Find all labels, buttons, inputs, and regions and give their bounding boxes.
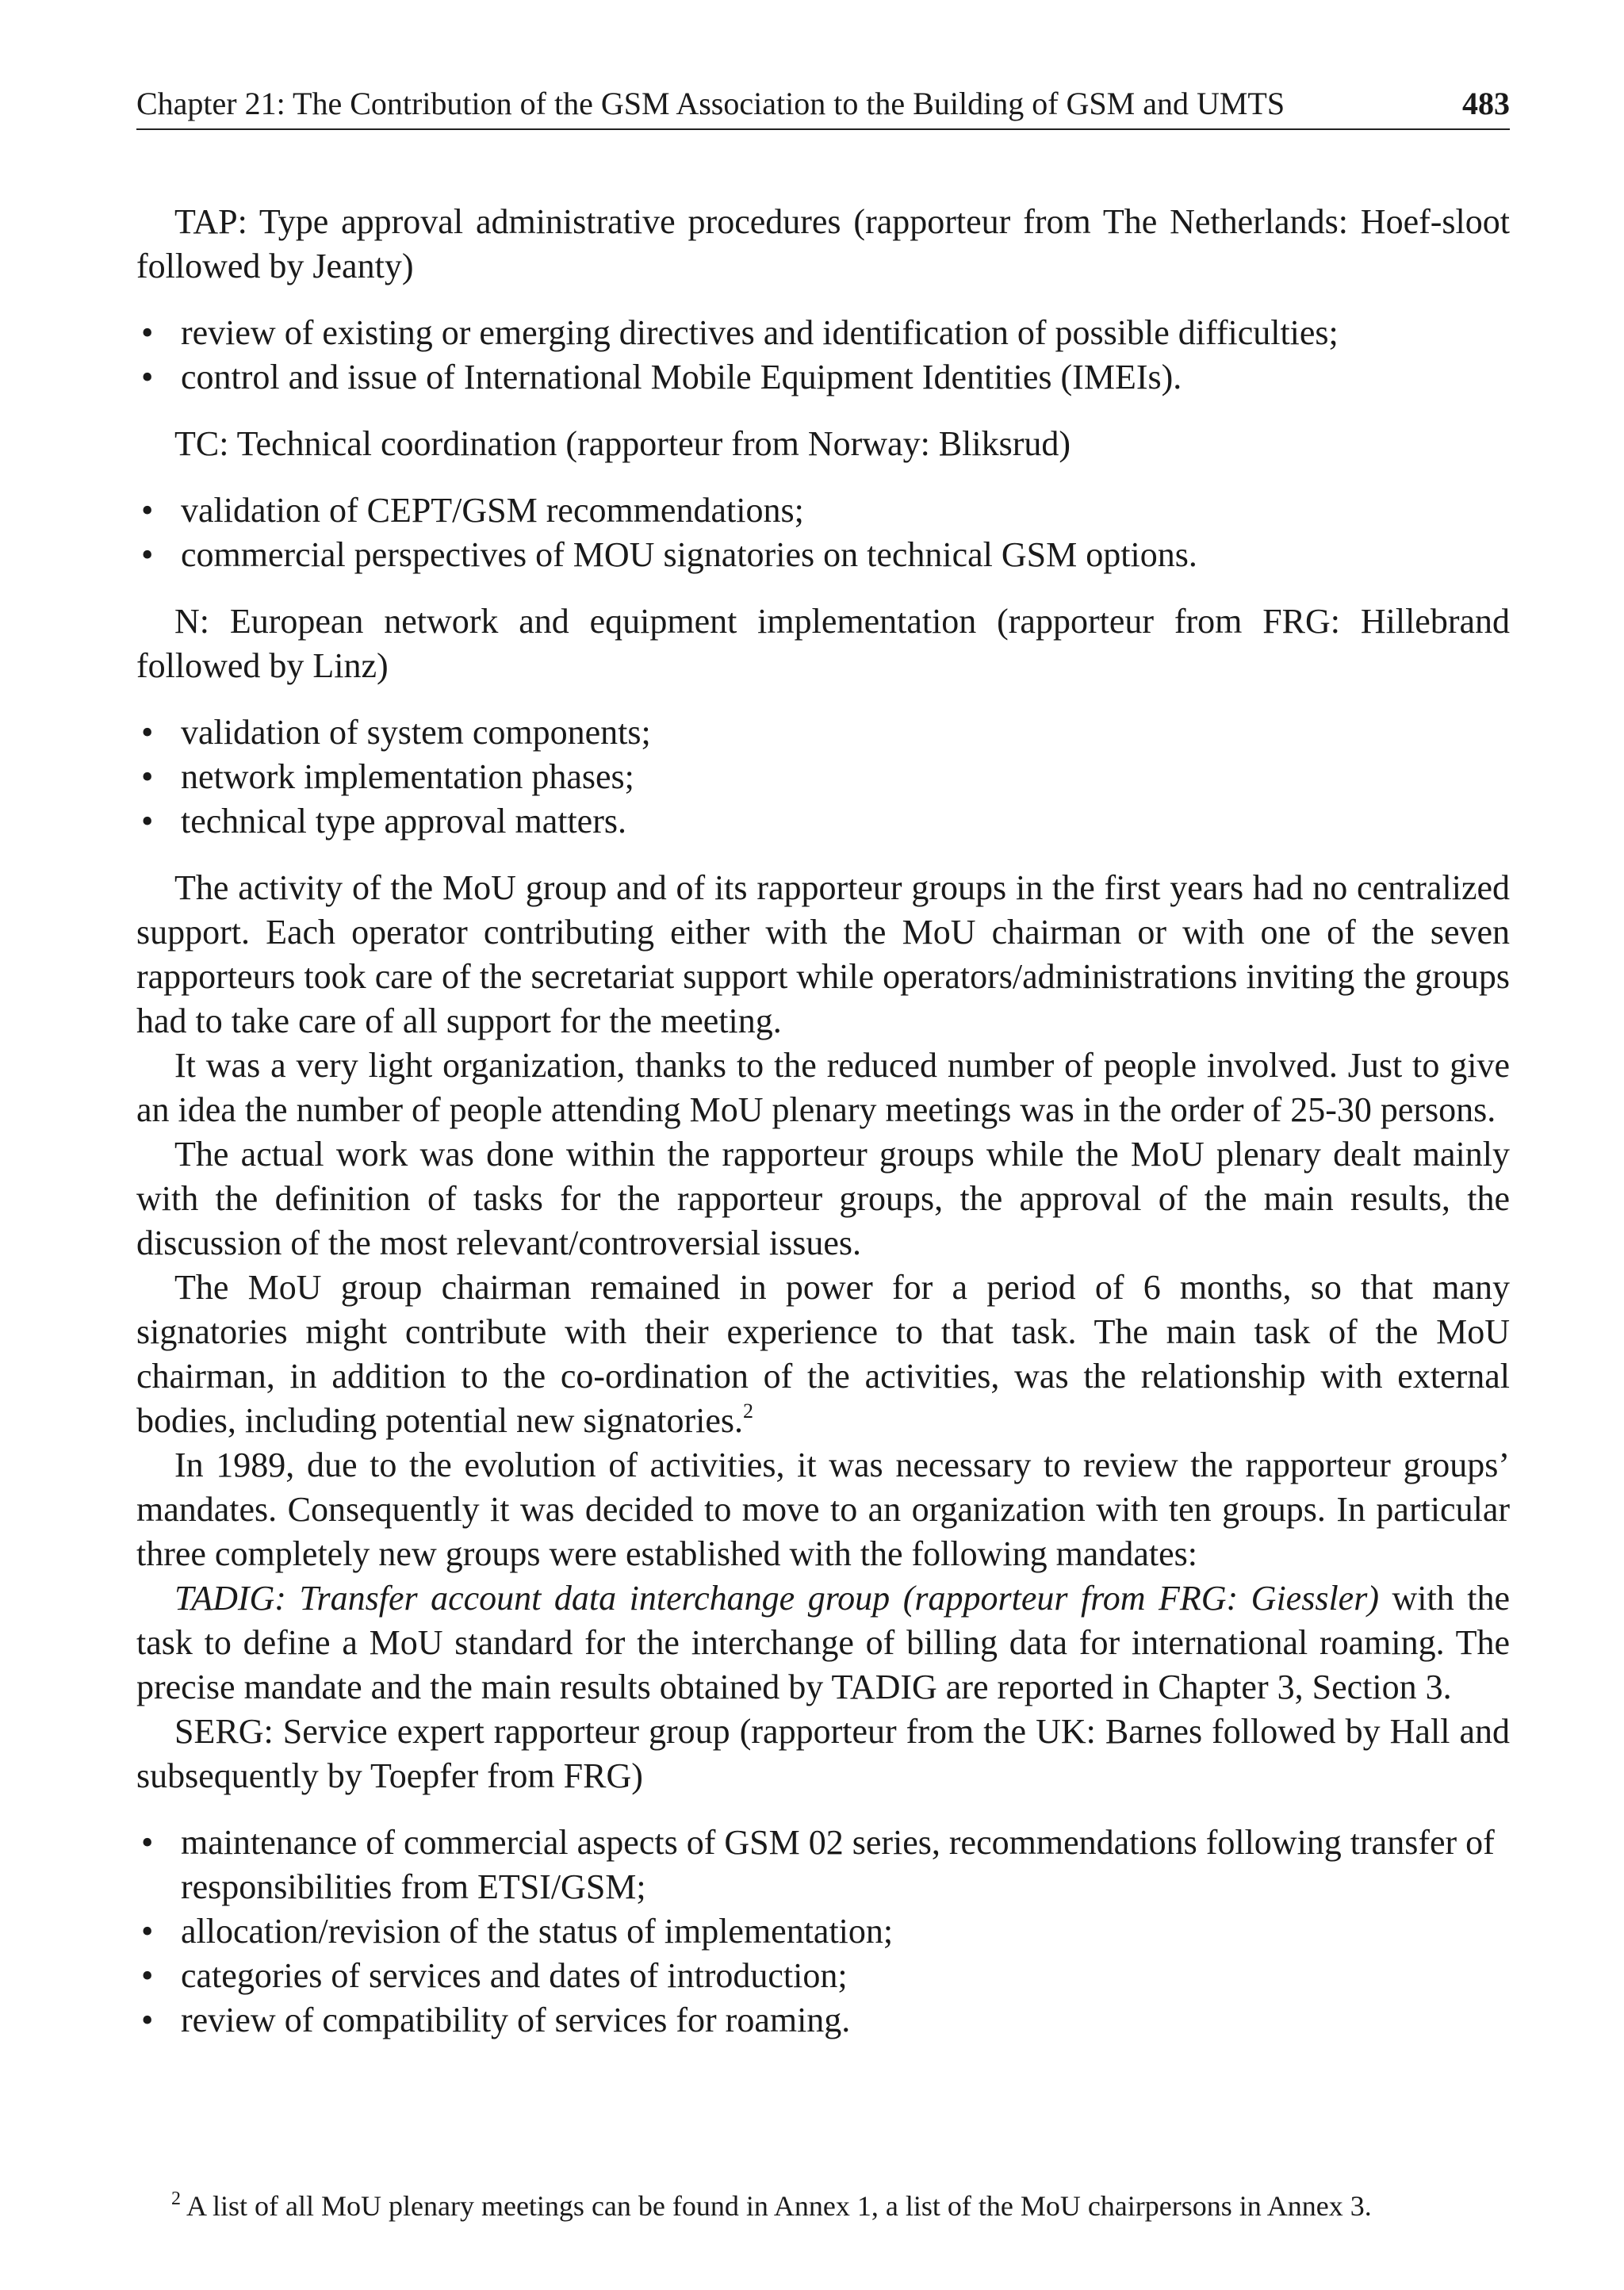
- bullet-icon: •: [141, 535, 154, 574]
- list-item: • categories of services and dates of introduction;: [136, 1954, 1510, 1998]
- list-item: • validation of CEPT/GSM recommendations;: [136, 488, 1510, 533]
- running-title: Chapter 21: The Contribution of the GSM Association to the Building of GSM and UMTS: [136, 86, 1285, 121]
- paragraph-light-organization: It was a very light organization, thanks to the reduced number of people involved. Just to give an idea the number of people attending MoU plenary meetings was in the order of 25-30 persons.: [136, 1046, 1510, 1129]
- list-item: • network implementation phases;: [136, 755, 1510, 799]
- list-item: • technical type approval matters.: [136, 799, 1510, 844]
- footnote-reference: 2: [742, 1400, 753, 1423]
- footnote-marker: 2: [171, 2189, 181, 2209]
- footnote: [136, 2189, 1510, 2223]
- tadig-title: TADIG: Transfer account data interchange group (rapporteur from FRG: Giessler): [174, 1579, 1379, 1618]
- bullet-icon: •: [141, 1912, 154, 1951]
- bullet-icon: •: [141, 1823, 154, 1862]
- bullet-icon: •: [141, 313, 154, 352]
- n-list: [136, 710, 1510, 844]
- bullet-icon: •: [141, 802, 154, 841]
- tc-list: [136, 488, 1510, 577]
- paragraph-1989: In 1989, due to the evolution of activities, it was necessary to review the rapporteur groups’ mandates. Consequently it was decided to move to an organization with ten groups. In particular three completely new groups were established with the following mandates:: [136, 1446, 1510, 1573]
- tc-heading: TC: Technical coordination (rapporteur from Norway: Bliksrud): [174, 424, 1071, 463]
- list-item: • review of existing or emerging directives and identification of possible difficulties;: [136, 311, 1510, 355]
- bullet-icon: •: [141, 491, 154, 530]
- footnote-text: A list of all MoU plenary meetings can be found in Annex 1, a list of the MoU chairpersons in Annex 3.: [186, 2190, 1372, 2222]
- bullet-icon: •: [141, 2001, 154, 2039]
- running-header: [136, 79, 1510, 130]
- paragraph-actual-work: The actual work was done within the rapporteur groups while the MoU plenary dealt mainly with the definition of tasks for the rapporteur groups, the approval of the main results, the discussion of the most relevant/controversial issues.: [136, 1135, 1510, 1262]
- bullet-icon: •: [141, 757, 154, 796]
- bullet-icon: •: [141, 713, 154, 752]
- paragraph-chairman: The MoU group chairman remained in power for a period of 6 months, so that many signatories might contribute with their experience to that task. The main task of the MoU chairman, in addition to the co-ordination of the activities, was the relationship with external bodies, including potential new signatories.$^2$: [136, 1268, 1510, 1440]
- paragraph-activity: The activity of the MoU group and of its rapporteur groups in the first years had no centralized support. Each operator contributing either with the MoU chairman or with one of the seven rapporteurs took care of the secretariat support while operators/administrations inviting the groups had to take care of all support for the meeting.: [136, 868, 1510, 1040]
- n-heading: N: European network and equipment implementation (rapporteur from FRG: Hillebrand followed by Linz): [136, 602, 1510, 685]
- list-item: • review of compatibility of services for roaming.: [136, 1998, 1510, 2043]
- list-item: • commercial perspectives of MOU signatories on technical GSM options.: [136, 533, 1510, 577]
- list-item: • control and issue of International Mobile Equipment Identities (IMEIs).: [136, 355, 1510, 400]
- list-item: • maintenance of commercial aspects of GSM 02 series, recommendations following transfer of responsibilities from ETSI/GSM;: [136, 1821, 1510, 1909]
- serg-heading: SERG: Service expert rapporteur group (rapporteur from the UK: Barnes followed by Hall and subsequently by Toepfer from FRG): [136, 1712, 1510, 1795]
- list-item: • allocation/revision of the status of implementation;: [136, 1909, 1510, 1954]
- tap-heading: TAP: Type approval administrative procedures (rapporteur from The Netherlands: Hoef-sloot followed by Jeanty): [136, 202, 1510, 285]
- page-number: 483: [1462, 86, 1510, 121]
- tap-list: [136, 311, 1510, 400]
- page-body: [136, 79, 1510, 2043]
- list-item: • validation of system components;: [136, 710, 1510, 755]
- paragraph-tadig: TADIG: Transfer account data interchange group (rapporteur from FRG: Giessler) with the task to define a MoU standard for the interchange of billing data for international roaming. The precise mandate and the main results obtained by TADIG are reported in Chapter 3, Section 3.: [136, 1579, 1510, 1706]
- bullet-icon: •: [141, 1956, 154, 1995]
- serg-list: [136, 1821, 1510, 2043]
- bullet-icon: •: [141, 358, 154, 396]
